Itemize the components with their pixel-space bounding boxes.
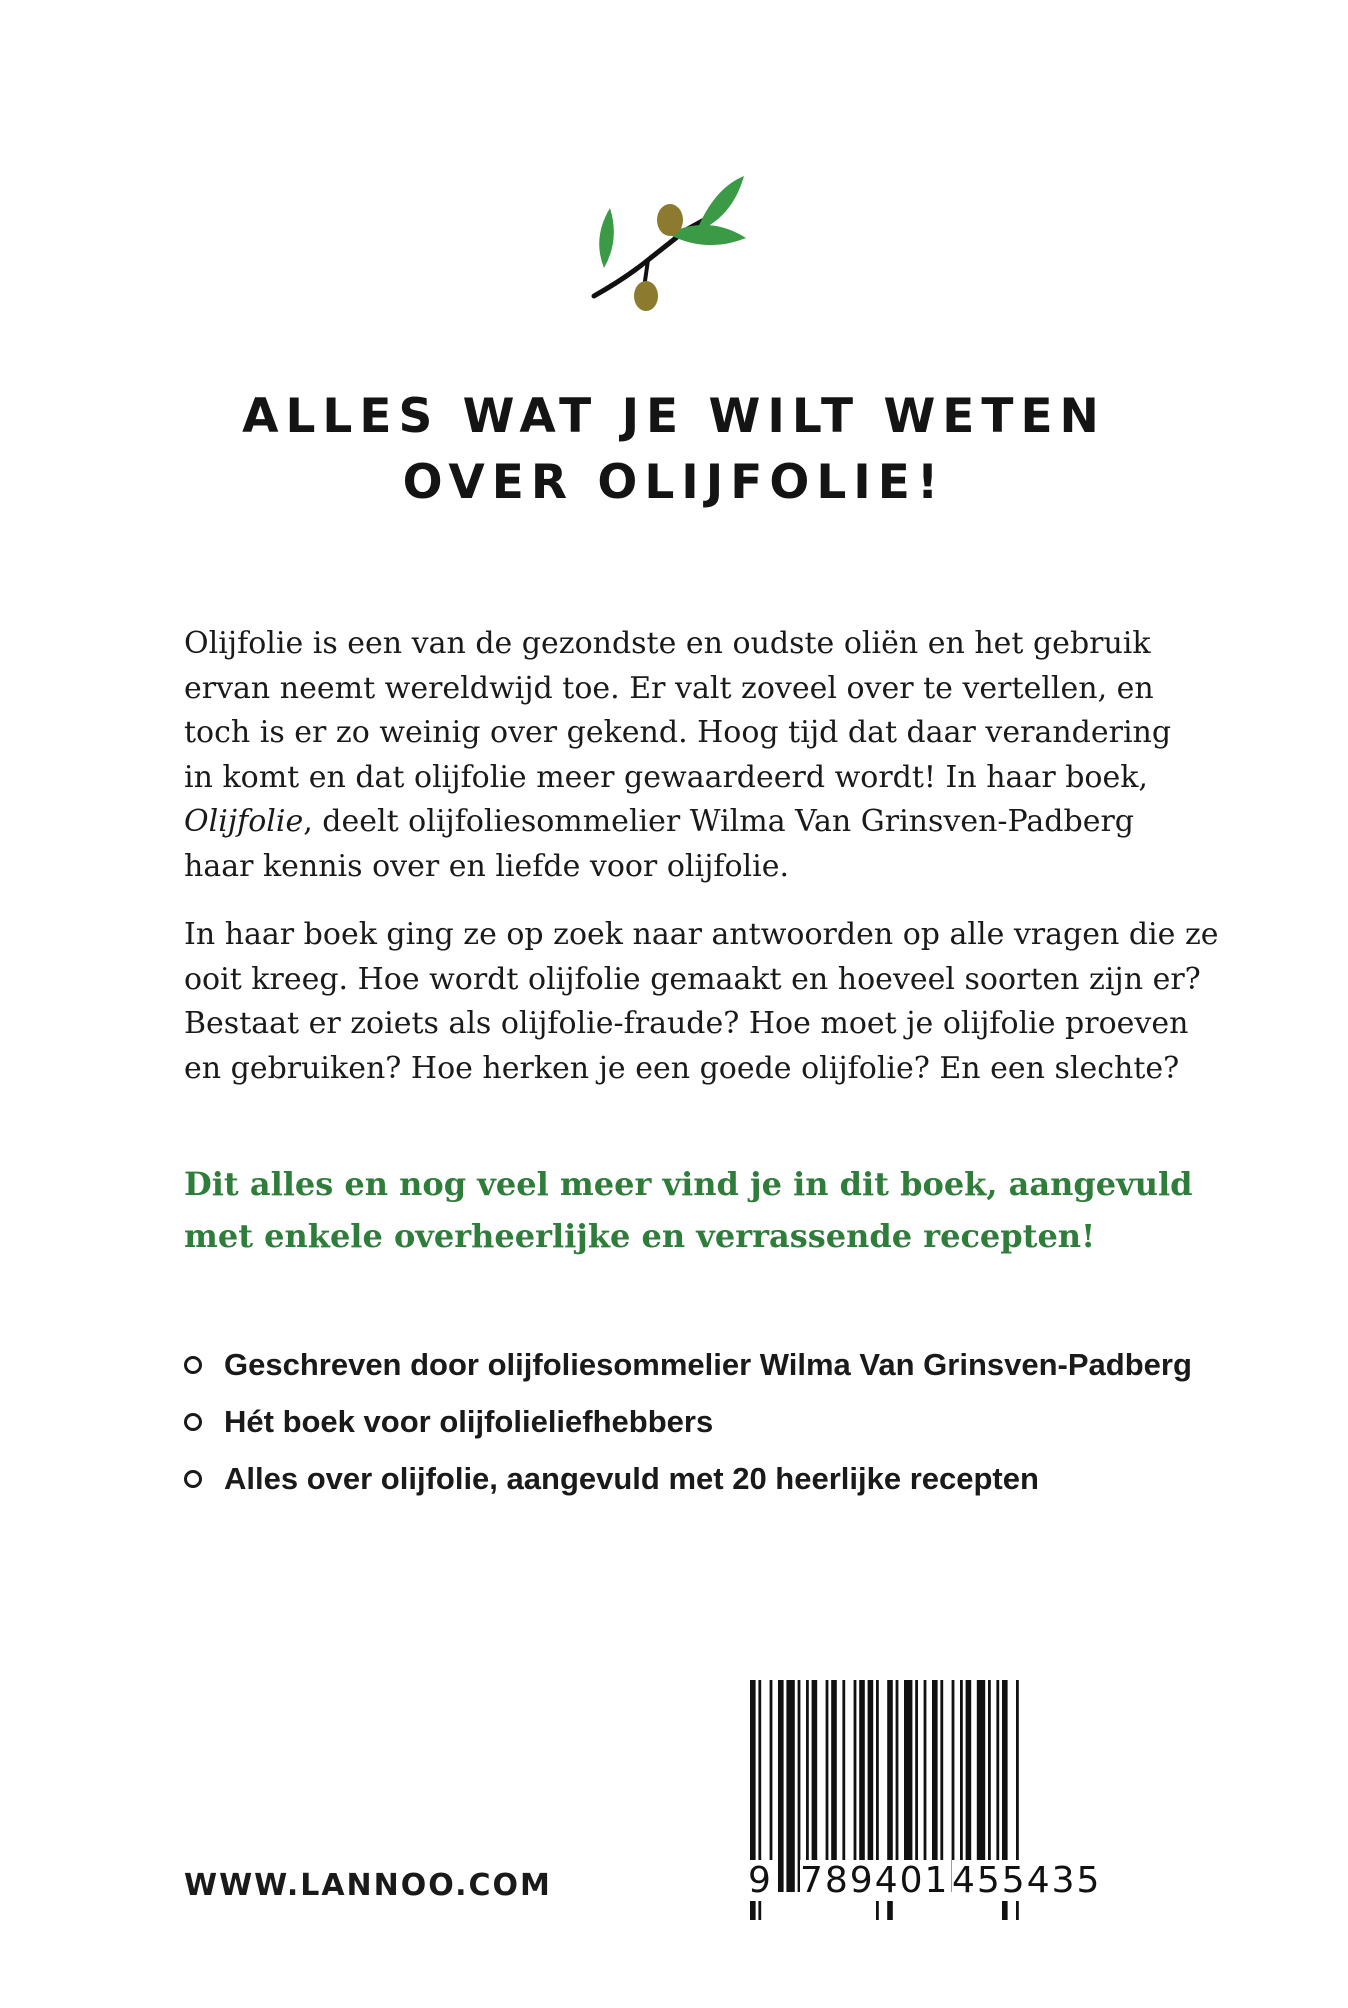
paragraph-2 <box>184 913 1219 1091</box>
book-title-italic: Olijfolie <box>184 804 304 839</box>
list-item <box>184 1450 1184 1507</box>
highlight-line: met enkele overheerlijke en verrassende recepten! <box>184 1217 1096 1255</box>
isbn-group-2: 455435 <box>952 1860 1102 1901</box>
paragraph-line: ooit kreeg. Hoe wordt olijfolie gemaakt en hoeveel soorten zijn er? <box>184 961 1201 997</box>
paragraph-line: Bestaat er zoiets als olijfolie-fraude? Hoe moet je olijfolie proeven <box>184 1006 1189 1041</box>
list-item <box>184 1336 1192 1393</box>
paragraph-line-rest: , deelt olijfoliesommelier Wilma Van Grinsven-Padberg <box>303 804 1134 839</box>
barcode-bar <box>778 1680 784 1892</box>
highlight-text <box>184 1158 1193 1262</box>
paragraph-1 <box>184 622 1184 889</box>
paragraph-line: toch is er zo weinig over gekend. Hoog tijd dat daar verandering <box>184 715 1172 750</box>
headline-line-2: OVER OLIJFOLIE! <box>402 455 946 510</box>
list-item-text: Hét boek voor olijfolieliefhebbers <box>224 1404 714 1439</box>
paragraph-line: In haar boek ging ze op zoek naar antwoorden op alle vragen die ze <box>184 917 1219 952</box>
paragraph-line: en gebruiken? Hoe herken je een goede olijfolie? En een slechte? <box>184 1050 1180 1086</box>
list-item-text: Geschreven door olijfoliesommelier Wilma Van Grinsven-Padberg <box>224 1347 1192 1382</box>
body-text <box>184 622 1219 1115</box>
paragraph-line: ervan neemt wereldwijd toe. Er valt zoveel over te vertellen, en <box>184 670 1154 706</box>
isbn-group-1: 789401 <box>800 1860 950 1901</box>
circle-bullet-icon <box>184 1356 202 1374</box>
paragraph-line: in komt en dat olijfolie meer gewaardeerd wordt! In haar boek, <box>184 759 1148 795</box>
barcode-bar <box>786 1680 794 1892</box>
highlight-line: Dit alles en nog veel meer vind je in dit boek, aangevuld <box>184 1165 1193 1203</box>
isbn-first-digit: 9 <box>748 1860 773 1901</box>
olive-branch-icon <box>586 168 746 328</box>
paragraph-line <box>184 800 1184 845</box>
headline-line-1: ALLES WAT JE WILT WETEN <box>242 389 1106 444</box>
publisher-website: WWW.LANNOO.COM <box>184 1868 552 1903</box>
circle-bullet-icon <box>184 1470 202 1488</box>
paragraph-line: Olijfolie is een van de gezondste en oudste oliën en het gebruik <box>184 626 1151 661</box>
list-item-text: Alles over olijfolie, aangevuld met 20 heerlijke recepten <box>224 1461 1039 1496</box>
paragraph-line: haar kennis over en liefde voor olijfolie. <box>184 848 790 884</box>
headline <box>0 384 1348 516</box>
circle-bullet-icon <box>184 1413 202 1431</box>
feature-list <box>184 1336 1192 1507</box>
list-item <box>184 1393 1184 1450</box>
